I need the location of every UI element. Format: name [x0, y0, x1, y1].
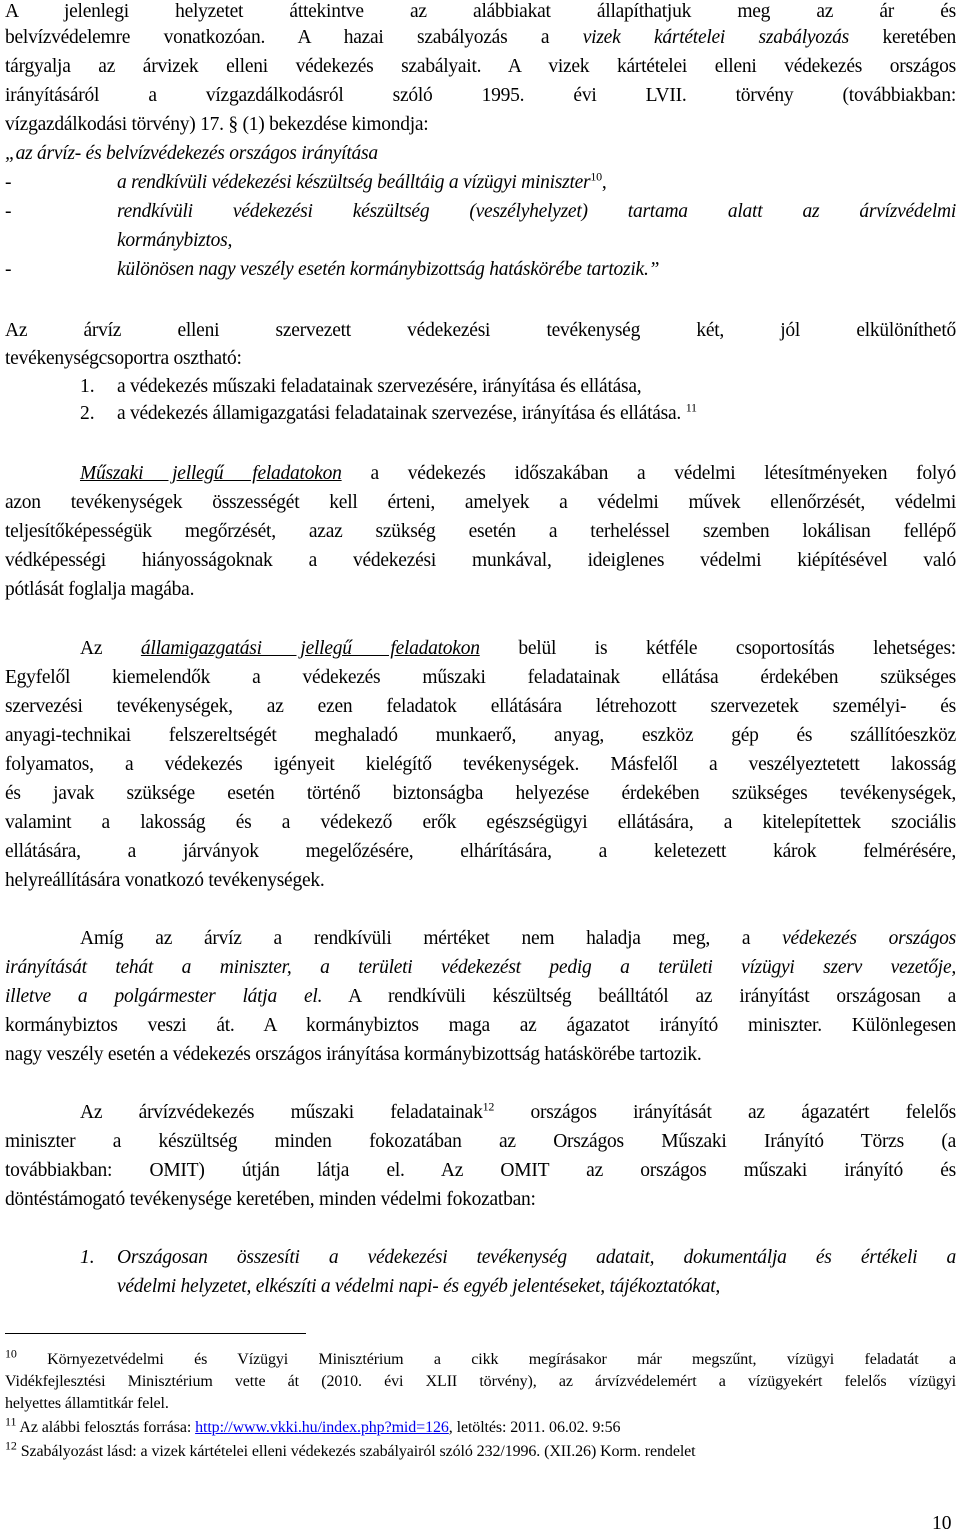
text: védelmi helyzetet, elkészíti a védelmi napi- és egyéb jelentéseket, tájékoztatókat,	[117, 1276, 720, 1297]
footnote-number: 10	[5, 1346, 17, 1361]
paragraph-line	[5, 666, 956, 690]
footnote-number: 11	[5, 1414, 17, 1429]
paragraph-line	[5, 753, 956, 777]
quote-item	[117, 200, 956, 224]
paragraph-line	[5, 1101, 956, 1125]
text: a védekezés időszakában a védelmi létesítményeken folyó	[341, 463, 956, 484]
list-dash: -	[5, 259, 12, 280]
footnote-line	[5, 1394, 956, 1414]
paragraph-line	[5, 840, 956, 864]
text: Az alábbi felosztás forrása:	[16, 1419, 196, 1436]
text: A rendkívüli készültség beálltától az irányítást országosan a	[322, 986, 956, 1007]
paragraph-line	[5, 1130, 956, 1154]
paragraph-line	[5, 84, 956, 108]
text: védképességi hiányosságoknak a védekezési munkával, ideiglenes védelmi kiépítésével való	[5, 550, 956, 571]
text: Az	[80, 638, 141, 659]
paragraph-line	[5, 869, 956, 893]
paragraph-line	[5, 578, 956, 602]
text: Egyfelől kiemelendők a védekezés műszaki feladatainak ellátása érdekében szükséges	[5, 667, 956, 688]
footnote-number: 12	[5, 1438, 17, 1453]
text: helyreállítására vonatkozó tevékenységek.	[5, 870, 325, 891]
page-number: 10	[932, 1513, 952, 1534]
list-item	[117, 1246, 956, 1270]
text: rendkívüli védekezési készültség (veszélyhelyzet) tartama alatt az árvízvédelmi	[117, 201, 956, 222]
text: belül is kétféle csoportosítás lehetséges:	[479, 638, 956, 659]
text: szervezési tevékenységek, az ezen feladatok ellátására létrehozott szervezetek személyi- és	[5, 696, 956, 717]
text: kormánybiztos veszi át. A kormánybiztos maga az ágazatot irányító miniszter. Különlegesen	[5, 1015, 956, 1036]
list-number: 2.	[80, 403, 95, 424]
text: és javak szüksége esetén történő biztonságba helyezése érdekében szükséges tevékenységek,	[5, 783, 956, 804]
paragraph-line	[5, 695, 956, 719]
paragraph-line	[5, 1188, 956, 1212]
list-dash: -	[5, 172, 12, 193]
text: folyamatos, a védekezés igényeit kielégítő tevékenységek. Másfelől a veszélyeztetett lakosság	[5, 754, 956, 775]
text: a védekezés államigazgatási feladatainak szervezése, irányítása és ellátása.	[117, 403, 682, 424]
paragraph-line	[5, 319, 956, 343]
text: döntéstámogató tevékenysége keretében, minden védelmi fokozatban:	[5, 1189, 536, 1210]
italic-term: államigazgatási jellegű feladatokon	[140, 638, 480, 659]
paragraph-line	[5, 985, 956, 1009]
text: Az árvízvédekezés műszaki feladatainak	[80, 1102, 483, 1123]
text: teljesítőképességük megőrzését, azaz szükség esetén a terheléssel szemben lokálisan fellépő	[5, 521, 956, 542]
text: Környezetvédelmi és Vízügyi Minisztérium a cikk megírásakor már megszűnt, vízügyi feladatát a	[16, 1351, 956, 1368]
text: a védekezés műszaki feladatainak szervezésére, irányítása és ellátása,	[117, 376, 642, 397]
footnote-line	[5, 1438, 956, 1462]
text: Az árvíz elleni szervezett védekezési tevékenység két, jól elkülöníthető	[5, 320, 956, 341]
text: tárgyalja az árvizek elleni védekezés szabályait.	[5, 56, 508, 77]
text: „az árvíz- és belvízvédekezés országos irányítása	[5, 143, 378, 164]
footnote-ref: 10	[590, 169, 602, 184]
paragraph-line	[5, 637, 956, 661]
footnote-line	[5, 1346, 956, 1370]
text: miniszter a készültség minden fokozatában az Országos Műszaki Irányító Törzs (a	[5, 1131, 956, 1152]
quote-item	[117, 171, 956, 195]
text: helyettes államtitkár felel.	[5, 1395, 169, 1412]
paragraph-line	[5, 347, 956, 371]
list-item	[117, 402, 956, 426]
text: valamint a lakosság és a védekező erők egészségügyi ellátására, a kitelepítettek szociális	[5, 812, 956, 833]
text: A jelenlegi helyzetet áttekintve az alábbiakat állapíthatjuk meg az ár és	[5, 1, 956, 22]
text: kormánybiztos,	[117, 230, 233, 251]
paragraph-line	[5, 520, 956, 544]
paragraph-line	[5, 782, 956, 806]
text: irányításáról a vízgazdálkodásról szóló 1995. évi LVII. törvény (továbbiakban:	[5, 85, 956, 106]
text: ellátására, a járványok megelőzésére, elhárítására, a keletezett károk felmérésére,	[5, 841, 956, 862]
paragraph-line	[5, 1014, 956, 1038]
quote-intro	[5, 142, 956, 166]
text: Vidékfejlesztési Minisztérium vette át (2010. évi XLII törvény), az árvízvédelemért a vízügyekért felelős vízügyi	[5, 1373, 956, 1390]
list-number: 1.	[80, 376, 95, 397]
quote-item-cont	[117, 229, 956, 253]
paragraph-line	[5, 724, 956, 748]
list-dash: -	[5, 201, 12, 222]
text: irányítását tehát a miniszter, a területi védekezést pedig a területi vízügyi szerv vezetője,	[5, 957, 956, 978]
paragraph-line	[5, 1043, 956, 1067]
text: tevékenységcsoportra osztható:	[5, 348, 242, 369]
footnote-line	[5, 1372, 956, 1392]
paragraph-line	[5, 927, 956, 951]
text: pótlását foglalja magába.	[5, 579, 195, 600]
text: keretében	[848, 27, 956, 48]
paragraph-line	[5, 0, 956, 24]
text: a rendkívüli védekezési készültség beálltáig a vízügyi miniszter	[117, 172, 591, 193]
italic-term: Műszaki jellegű feladatokon	[80, 463, 342, 484]
footnote-ref: 11	[685, 400, 697, 415]
italic-term: vizek kártételei szabályozás	[582, 27, 849, 48]
source-link[interactable]: http://www.vkki.hu/index.php?mid=126	[195, 1419, 449, 1436]
italic-term: illetve a polgármester látja el.	[5, 986, 323, 1007]
text: vízgazdálkodási törvény) 17. § (1) bekezdése kimondja:	[5, 114, 429, 135]
paragraph-line	[5, 491, 956, 515]
italic-term: védekezés országos	[782, 928, 956, 949]
text: ,	[601, 172, 607, 193]
text: Országosan összesíti a védekezési tevékenység adatait, dokumentálja és értékeli a	[117, 1247, 956, 1268]
footnote-separator	[5, 1333, 306, 1334]
text: anyagi-technikai felszereltségét meghaladó munkaerő, anyag, eszköz gép és szállítóeszköz	[5, 725, 956, 746]
paragraph-line	[5, 26, 956, 50]
text: Szabályozást lásd: a vizek kártételei elleni védekezés szabályairól szóló 232/1996. (XII.26) Korm. rendelet	[16, 1443, 696, 1460]
text: A vizek kártételei elleni védekezés országos	[507, 56, 956, 77]
text: különösen nagy veszély esetén kormánybizottság hatáskörébe tartozik.”	[117, 259, 660, 280]
paragraph-line	[5, 462, 956, 486]
text: Amíg az árvíz a rendkívüli mértéket nem haladja meg, a	[80, 928, 783, 949]
list-item-cont	[117, 1275, 956, 1299]
paragraph-line	[5, 55, 956, 79]
text: belvízvédelemre vonatkozóan. A hazai szabályozás a	[5, 27, 583, 48]
paragraph-line	[5, 1159, 956, 1183]
quote-item	[117, 258, 956, 282]
text: , letöltés: 2011. 06.02. 9:56	[448, 1419, 621, 1436]
footnote-line	[5, 1414, 956, 1438]
list-number: 1.	[80, 1247, 95, 1268]
text: azon tevékenységek összességét kell érteni, amelyek a védelmi művek ellenőrzését, védelmi	[5, 492, 956, 513]
text: nagy veszély esetén a védekezés országos irányítása kormánybizottság hatáskörébe tartozik.	[5, 1044, 702, 1065]
paragraph-line	[5, 549, 956, 573]
text: országos irányítását az ágazatért felelős	[494, 1102, 956, 1123]
list-item	[117, 375, 956, 399]
paragraph-line	[5, 811, 956, 835]
footnote-ref: 12	[482, 1099, 495, 1114]
paragraph-line	[5, 113, 956, 137]
paragraph-line	[5, 956, 956, 980]
text: továbbiakban: OMIT) útján látja el. Az OMIT az országos műszaki irányító és	[5, 1160, 956, 1181]
